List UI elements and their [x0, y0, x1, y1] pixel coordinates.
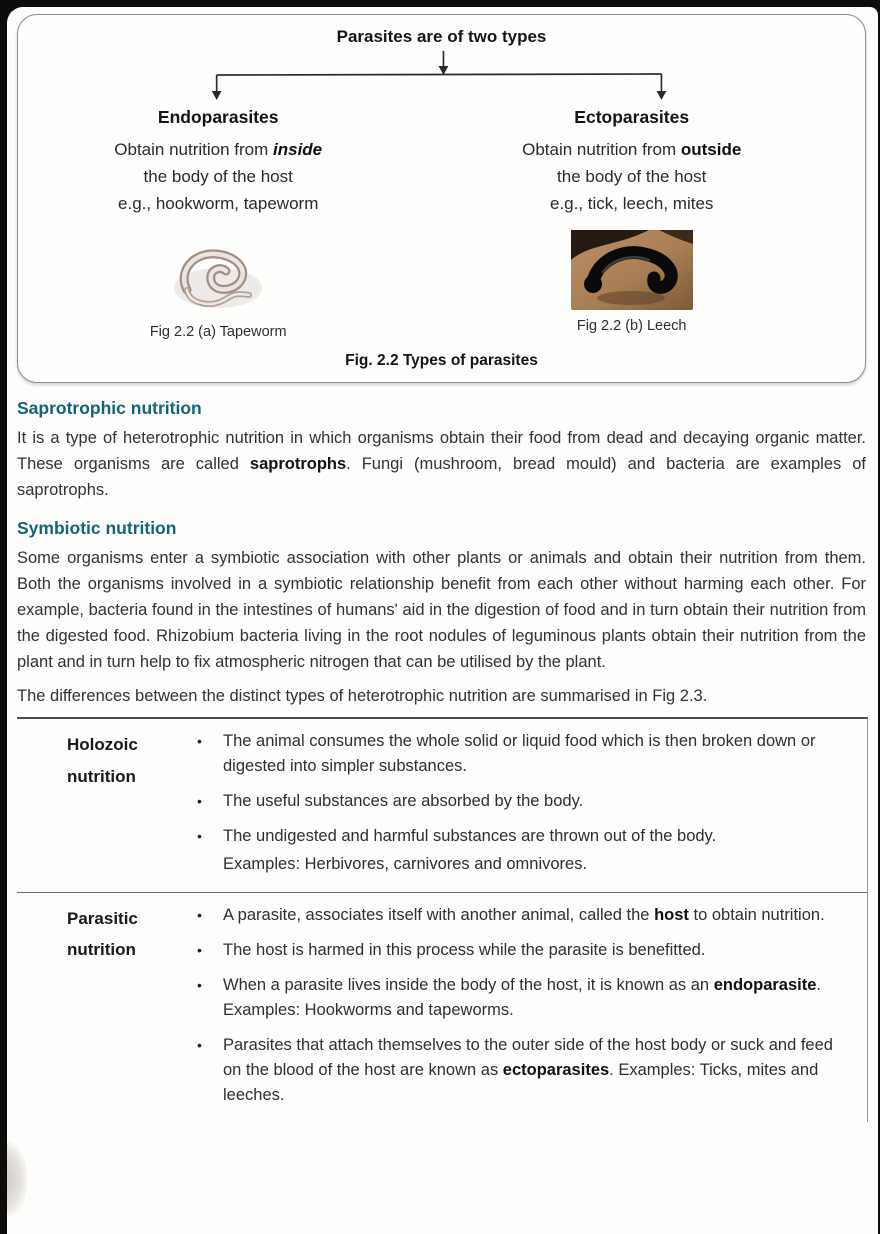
list-item: [195, 789, 855, 814]
endoparasites-column: [28, 107, 408, 340]
bullet-text: A parasite, associates itself with another animal, called the host to obtain nutrition.: [223, 905, 825, 924]
leech-image: [571, 230, 693, 310]
row-label-parasitic: [17, 903, 195, 1119]
bullet-text: The animal consumes the whole solid or liquid food which is then broken down or digested into simpler substances.: [223, 732, 816, 776]
bullet-icon: •: [197, 941, 202, 958]
paragraph-text: It is a type of heterotrophic nutrition in which organisms obtain their food from dead and decaying organic matter. These organisms are called: [17, 428, 866, 473]
bullet-icon: •: [197, 793, 202, 810]
inside-term: inside: [273, 140, 323, 159]
bullet-text: Parasites that attach themselves to the outer side of the host body or suck and feed on the blood of the host are known as ectoparasites. Examples: Ticks, mites and leeches.: [223, 1035, 833, 1104]
branch-arrows-icon: [28, 49, 855, 107]
endoparasite-term: endoparasite: [713, 975, 817, 994]
tapeworm-image: [159, 230, 277, 316]
symbiotic-paragraph: Some organisms enter a symbiotic association with other plants or animals and obtain their nutrition from them. Both the organisms involved in a symbiotic relationship benefit from each other without harming each other. For example, bacteria found in the intestines of humans' aid in the digestion of food and in turn obtain their nutrition from the digested food. Rhizobium bacteria living in the root nodules of leguminous plants obtain their nutrition from the plant and in turn help to fix atmospheric nitrogen that can be utilised by the plant.: [17, 548, 866, 671]
table-intro: The differences between the distinct types of heterotrophic nutrition are summarised in Fig 2.3.: [17, 687, 708, 706]
textbook-page: [7, 7, 878, 1234]
comparison-table: [17, 717, 868, 1122]
row-label-holozoic: [17, 729, 195, 887]
ectoparasites-line1: [408, 136, 855, 163]
bullet-icon: •: [197, 976, 202, 993]
list-item: [195, 973, 855, 1023]
row-content: [195, 729, 867, 887]
endoparasites-heading: Endoparasites: [157, 107, 279, 127]
figure-caption: Fig. 2.2 Types of parasites: [345, 351, 538, 369]
endoparasites-line1: [28, 136, 408, 163]
endoparasites-examples: e.g., hookworm, tapeworm: [118, 194, 319, 214]
outside-term: outside: [680, 140, 742, 159]
leech-caption: Fig 2.2 (b) Leech: [576, 317, 687, 334]
list-item: [195, 1033, 855, 1108]
host-term: host: [654, 905, 689, 924]
endoparasites-line2: the body of the host: [143, 167, 293, 187]
row-label-line: nutrition: [67, 766, 136, 786]
bullet-icon: •: [197, 733, 202, 750]
saprotrophs-term: saprotrophs: [249, 454, 347, 473]
tapeworm-caption: Fig 2.2 (a) Tapeworm: [149, 323, 287, 340]
table-row-parasitic: [17, 892, 867, 1123]
list-item: [195, 903, 855, 928]
row-label-line: nutrition: [67, 939, 136, 959]
bullet-icon: •: [197, 1036, 202, 1053]
ectoparasites-examples: e.g., tick, leech, mites: [549, 194, 714, 214]
figure-title: Parasites are of two types: [336, 27, 547, 46]
list-item: [195, 938, 855, 963]
paragraph-text: . Fungi (mushroom, bread mould) and bacteria are examples of saprotrophs.: [17, 454, 867, 499]
table-row-holozoic: [17, 719, 867, 891]
symbiotic-heading: Symbiotic nutrition: [17, 517, 177, 538]
bullet-icon: •: [197, 828, 202, 845]
examples-line: Examples: Herbivores, carnivores and omnivores.: [223, 855, 588, 874]
figure-box: [17, 14, 866, 383]
ectoparasites-term: ectoparasites: [502, 1060, 610, 1079]
bullet-text: When a parasite lives inside the body of the host, it is known as an endoparasite. Examples: Hookworms and tapeworms.: [223, 975, 821, 1019]
row-content: [195, 903, 867, 1119]
page-curl-artifact: [7, 1140, 27, 1218]
bullet-text: The undigested and harmful substances are thrown out of the body. Examples: Herbivores, carnivores and omnivores.: [223, 824, 716, 877]
list-item: [195, 824, 855, 877]
bullet-icon: •: [197, 906, 202, 923]
saprotrophic-heading: Saprotrophic nutrition: [17, 397, 202, 418]
ectoparasites-column: [408, 107, 855, 340]
figure-columns: [28, 107, 855, 340]
saprotrophic-paragraph: [17, 425, 866, 503]
row-label-line: Parasitic: [67, 908, 138, 928]
ectoparasites-line2: the body of the host: [557, 167, 707, 187]
row-label-line: Holozoic: [67, 735, 138, 755]
bullet-text: The host is harmed in this process while the parasite is benefitted.: [223, 940, 706, 959]
bullet-text: The useful substances are absorbed by the body.: [223, 792, 584, 811]
ectoparasites-heading: Ectoparasites: [574, 107, 690, 127]
line1-prefix: Obtain nutrition from: [114, 140, 274, 159]
list-item: [195, 729, 855, 779]
line1-prefix: Obtain nutrition from: [522, 140, 681, 159]
